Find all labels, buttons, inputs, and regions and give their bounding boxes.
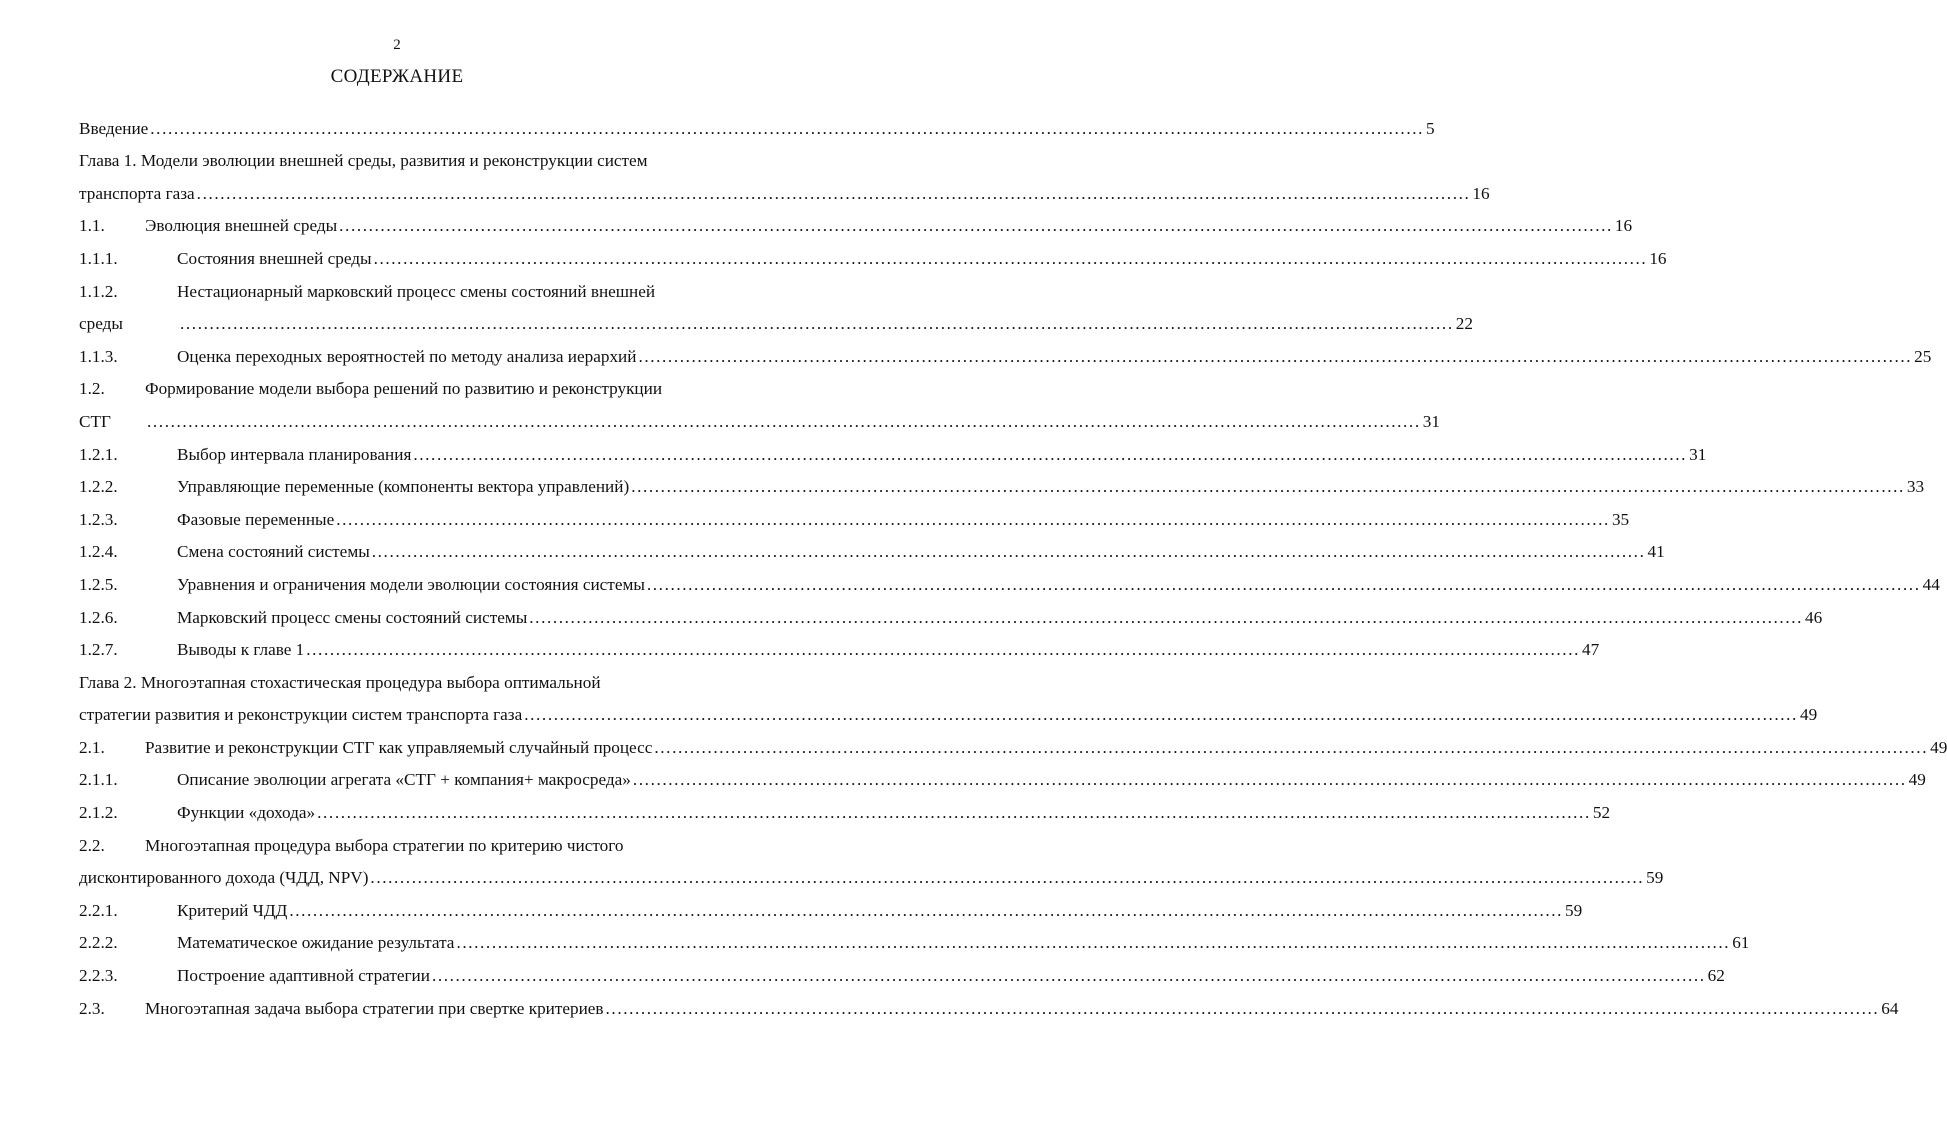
toc-entry-page: 46 <box>1805 607 1823 627</box>
dot-leader <box>456 933 1730 953</box>
toc-entry-1-2-1[interactable] <box>79 432 1707 465</box>
dot-leader <box>432 966 1706 986</box>
toc-entry-2-1[interactable] <box>79 725 1947 758</box>
toc-entry-text: Глава 1. Модели эволюции внешней среды, развития и реконструкции систем <box>79 151 648 171</box>
toc-entry-text: Эволюция внешней среды <box>145 216 338 236</box>
toc-entry-page: 44 <box>1922 574 1940 594</box>
dot-leader <box>339 216 1613 236</box>
dot-leader <box>336 510 1610 530</box>
toc-entry-2-2-3[interactable] <box>79 953 1725 986</box>
toc-entry-number: 1.2.5. <box>79 574 118 594</box>
toc-entry-text: Нестационарный марковский процесс смены состояний внешней <box>177 281 656 301</box>
toc-entry-text: Выводы к главе 1 <box>177 640 305 660</box>
toc-entry-number: 2.1. <box>79 737 105 757</box>
toc-entry-number: 1.2. <box>79 379 105 399</box>
toc-entry-1-1-2-cont[interactable] <box>79 302 1473 335</box>
toc-entry-2-2-2[interactable] <box>79 921 1750 954</box>
toc-entry-number: 2.3. <box>79 998 105 1018</box>
toc-entry-page: 47 <box>1582 640 1600 660</box>
toc-entry-text: Марковский процесс смены состояний системы <box>177 607 528 627</box>
toc-entry-chapter-1[interactable] <box>79 139 735 172</box>
toc-entry-text: Уравнения и ограничения модели эволюции состояния системы <box>177 574 645 594</box>
toc-entry-number: 1.2.2. <box>79 477 118 497</box>
toc-entry-number: 2.2.3. <box>79 966 118 986</box>
toc-entry-1-1-3[interactable] <box>79 334 1932 367</box>
toc-entry-text: среды <box>79 314 123 334</box>
toc-entry-1-2-7[interactable] <box>79 628 1600 661</box>
toc-entry-1-2[interactable] <box>79 367 735 400</box>
dot-leader <box>374 249 1648 269</box>
toc-entry-1-2-3[interactable] <box>79 497 1630 530</box>
toc-entry-number: 1.1.1. <box>79 248 118 268</box>
toc-entry-text: Оценка переходных вероятностей по методу анализа иерархий <box>177 346 637 366</box>
toc-entry-2-2[interactable] <box>79 823 735 856</box>
dot-leader <box>413 445 1687 465</box>
dot-leader <box>150 119 1424 139</box>
toc-entry-2-2-cont[interactable] <box>79 856 1664 889</box>
toc-entry-text: Формирование модели выбора решений по развитию и реконструкции <box>145 379 663 399</box>
toc-entry-number: 1.1.2. <box>79 281 118 301</box>
table-of-contents <box>79 106 1947 1019</box>
toc-entry-page: 33 <box>1906 477 1925 497</box>
toc-entry-1-2-cont[interactable] <box>79 399 1440 432</box>
page-number: 2 <box>393 37 401 53</box>
toc-entry-page: 49 <box>1908 770 1926 790</box>
dot-leader <box>654 738 1928 758</box>
toc-entry-page: 25 <box>1914 346 1932 366</box>
dot-leader <box>180 314 1454 334</box>
toc-entry-text: Управляющие переменные (компоненты вектора управлений) <box>177 477 630 497</box>
dot-leader <box>633 770 1907 790</box>
toc-entry-text: Критерий ЧДД <box>177 900 288 920</box>
toc-entry-text: Многоэтапная процедура выбора стратегии по критерию чистого <box>145 835 624 855</box>
toc-entry-2-3[interactable] <box>79 986 1899 1019</box>
toc-entry-text: стратегии развития и реконструкции систем транспорта газа <box>79 705 523 725</box>
toc-entry-2-1-2[interactable] <box>79 790 1611 823</box>
toc-entry-text: Выбор интервала планирования <box>177 444 412 464</box>
toc-entry-number: 2.1.2. <box>79 803 118 823</box>
dot-leader <box>147 412 1421 432</box>
toc-entry-text: Развитие и реконструкции СТГ как управляемый случайный процесс <box>145 737 653 757</box>
toc-entry-page: 59 <box>1646 868 1664 888</box>
dot-leader <box>524 705 1798 725</box>
toc-entry-introduction[interactable] <box>79 106 1435 139</box>
toc-entry-page: 31 <box>1422 411 1440 431</box>
toc-entry-chapter-2-cont[interactable] <box>79 693 1818 726</box>
toc-entry-number: 1.1.3. <box>79 346 118 366</box>
toc-entry-number: 1.2.6. <box>79 607 118 627</box>
toc-entry-page: 16 <box>1614 216 1633 236</box>
toc-entry-number: 1.1. <box>79 216 105 236</box>
toc-entry-text: Введение <box>79 118 149 138</box>
dot-leader <box>529 608 1803 628</box>
toc-entry-number: 2.2. <box>79 835 105 855</box>
toc-entry-text: Многоэтапная задача выбора стратегии при свертке критериев <box>145 998 604 1018</box>
toc-entry-1-2-5[interactable] <box>79 562 1940 595</box>
toc-entry-page: 16 <box>1472 183 1490 203</box>
toc-entry-text: Состояния внешней среды <box>177 248 372 268</box>
dot-leader <box>631 477 1905 497</box>
toc-entry-number: 1.2.3. <box>79 509 118 529</box>
toc-entry-page: 61 <box>1732 933 1750 953</box>
toc-entry-page: 52 <box>1592 803 1611 823</box>
toc-entry-page: 59 <box>1565 900 1583 920</box>
toc-entry-2-1-1[interactable] <box>79 758 1926 791</box>
toc-entry-text: Математическое ожидание результата <box>177 933 455 953</box>
dot-leader <box>289 901 1563 921</box>
dot-leader <box>638 347 1912 367</box>
toc-entry-chapter-1-cont[interactable] <box>79 171 1490 204</box>
dot-leader <box>197 184 1471 204</box>
toc-entry-text: дисконтированного дохода (ЧДД, NPV) <box>79 868 369 888</box>
toc-entry-text: Описание эволюции агрегата «СТГ + компания+ макросреда» <box>177 770 631 790</box>
toc-entry-page: 41 <box>1647 542 1665 562</box>
dot-leader <box>647 575 1921 595</box>
toc-entry-2-2-1[interactable] <box>79 888 1583 921</box>
toc-entry-number: 1.2.1. <box>79 444 118 464</box>
toc-entry-page: 49 <box>1799 705 1818 725</box>
toc-entry-page: 64 <box>1881 998 1899 1018</box>
toc-entry-page: 62 <box>1707 966 1725 986</box>
toc-entry-text: Смена состояний системы <box>177 542 370 562</box>
dot-leader <box>306 640 1580 660</box>
toc-entry-text: Глава 2. Многоэтапная стохастическая процедура выбора оптимальной <box>79 672 601 692</box>
dot-leader <box>606 999 1880 1019</box>
toc-entry-page: 16 <box>1649 248 1667 268</box>
toc-entry-1-2-6[interactable] <box>79 595 1823 628</box>
toc-entry-1-2-2[interactable] <box>79 465 1925 498</box>
toc-entry-1-1-2[interactable] <box>79 269 735 302</box>
toc-entry-1-1[interactable] <box>79 204 1633 237</box>
toc-entry-page: 35 <box>1611 509 1630 529</box>
dot-leader <box>372 542 1646 562</box>
toc-entry-number: 1.2.7. <box>79 640 118 660</box>
toc-entry-text: Фазовые переменные <box>177 509 335 529</box>
toc-entry-page: 22 <box>1455 314 1473 334</box>
dot-leader <box>317 803 1591 823</box>
toc-entry-1-2-4[interactable] <box>79 530 1665 563</box>
toc-entry-text: Построение адаптивной стратегии <box>177 966 430 986</box>
toc-entry-chapter-2[interactable] <box>79 660 735 693</box>
toc-entry-number: 1.2.4. <box>79 542 118 562</box>
toc-entry-page: 5 <box>1426 118 1435 138</box>
toc-entry-page: 31 <box>1689 444 1707 464</box>
toc-entry-page: 49 <box>1930 737 1947 757</box>
toc-entry-number: 2.1.1. <box>79 770 118 790</box>
toc-entry-number: 2.2.1. <box>79 900 118 920</box>
toc-title: СОДЕРЖАНИЕ <box>330 66 464 87</box>
toc-entry-text: транспорта газа <box>79 183 195 203</box>
toc-entry-text: Функции «дохода» <box>177 803 316 823</box>
dot-leader <box>370 868 1644 888</box>
toc-entry-text: СТГ <box>79 411 111 431</box>
toc-entry-number: 2.2.2. <box>79 933 118 953</box>
toc-entry-1-1-1[interactable] <box>79 236 1667 269</box>
